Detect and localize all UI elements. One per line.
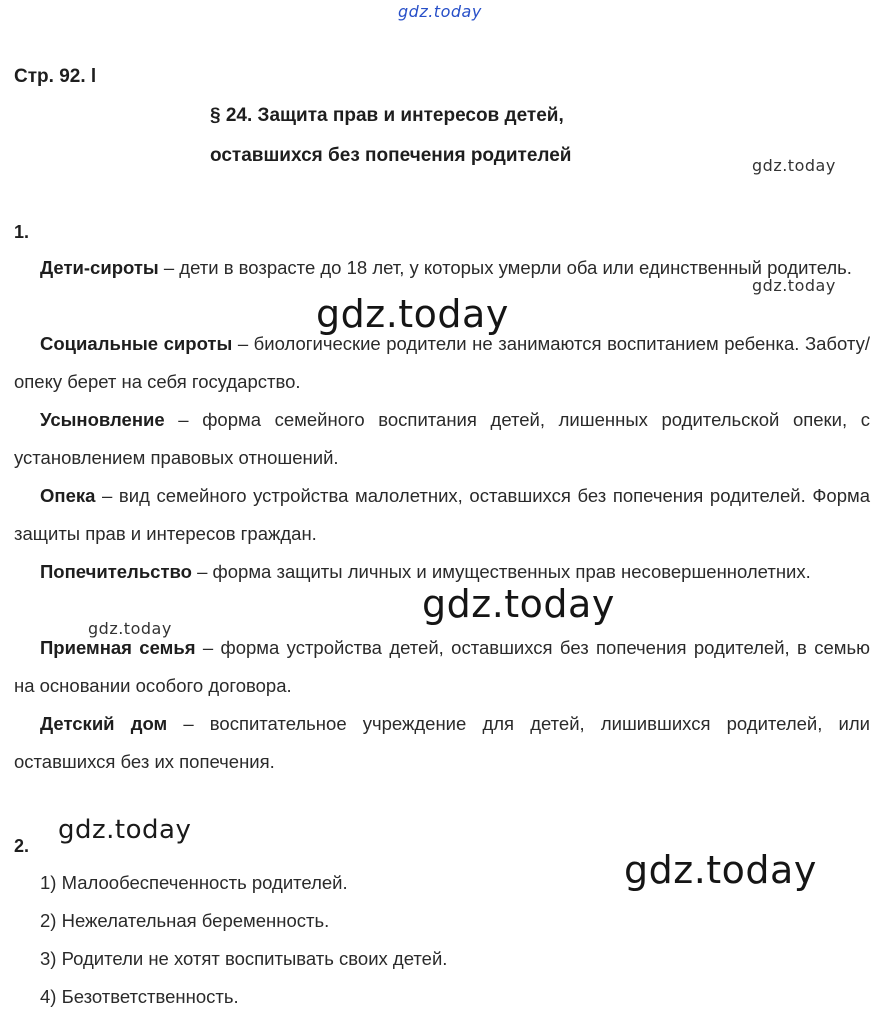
definition-orphanage xyxy=(14,705,870,781)
section-title-line-1: § 24. Защита прав и интересов детей, xyxy=(210,105,564,126)
list-item: 3) Родители не хотят воспитывать своих детей. xyxy=(40,948,448,969)
watermark: gdz.today xyxy=(752,276,836,295)
watermark: gdz.today xyxy=(88,619,172,638)
watermark-top[interactable]: gdz.today xyxy=(398,2,482,21)
section-title-line-2: оставшихся без попечения родителей xyxy=(210,145,572,166)
list-item: 1) Малообеспеченность родителей. xyxy=(40,872,348,893)
definition-term: Попечительство xyxy=(40,561,192,582)
task-2-number: 2. xyxy=(14,836,30,856)
definition-term: Опека xyxy=(40,485,96,506)
definition-term: Детский дом xyxy=(40,713,168,734)
watermark: gdz.today xyxy=(422,582,615,626)
definition-text: – форма семейного воспитания детей, лишенных родительской опеки, с установлением правовых отношений. xyxy=(14,409,870,468)
definition-term: Дети-сироты xyxy=(40,257,159,278)
watermark: gdz.today xyxy=(316,292,509,336)
list-item: 2) Нежелательная беременность. xyxy=(40,910,330,931)
page-reference: Стр. 92. l xyxy=(14,66,97,87)
definition-foster-family xyxy=(14,629,870,705)
watermark: gdz.today xyxy=(58,815,192,845)
definition-text: – вид семейного устройства малолетних, оставшихся без попечения родителей. Форма защиты прав и интересов граждан. xyxy=(14,485,870,544)
definition-text: – форма защиты личных и имущественных прав несовершеннолетних. xyxy=(191,561,811,582)
list-item: 4) Безответственность. xyxy=(40,986,239,1007)
definition-adoption xyxy=(14,401,870,477)
definition-text: – дети в возрасте до 18 лет, у которых умерли оба или единственный родитель. xyxy=(158,257,852,278)
definition-text: – воспитательное учреждение для детей, лишившихся родителей, или оставшихся без их попечения. xyxy=(14,713,871,772)
definition-guardianship xyxy=(14,477,870,553)
task-1-number: 1. xyxy=(14,222,30,242)
watermark: gdz.today xyxy=(624,848,817,892)
definition-text: – форма устройства детей, оставшихся без попечения родителей, в семью на основании особого договора. xyxy=(14,637,870,696)
watermark: gdz.today xyxy=(752,156,836,175)
definition-term: Приемная семья xyxy=(40,637,196,658)
definition-term: Усыновление xyxy=(40,409,165,430)
definition-term: Социальные сироты xyxy=(40,333,233,354)
definition-orphans xyxy=(14,249,870,287)
definition-social-orphans xyxy=(14,325,870,401)
definition-text: – биологические родители не занимаются воспитанием ребенка. Заботу/опеку берет на себя государство. xyxy=(14,333,870,392)
